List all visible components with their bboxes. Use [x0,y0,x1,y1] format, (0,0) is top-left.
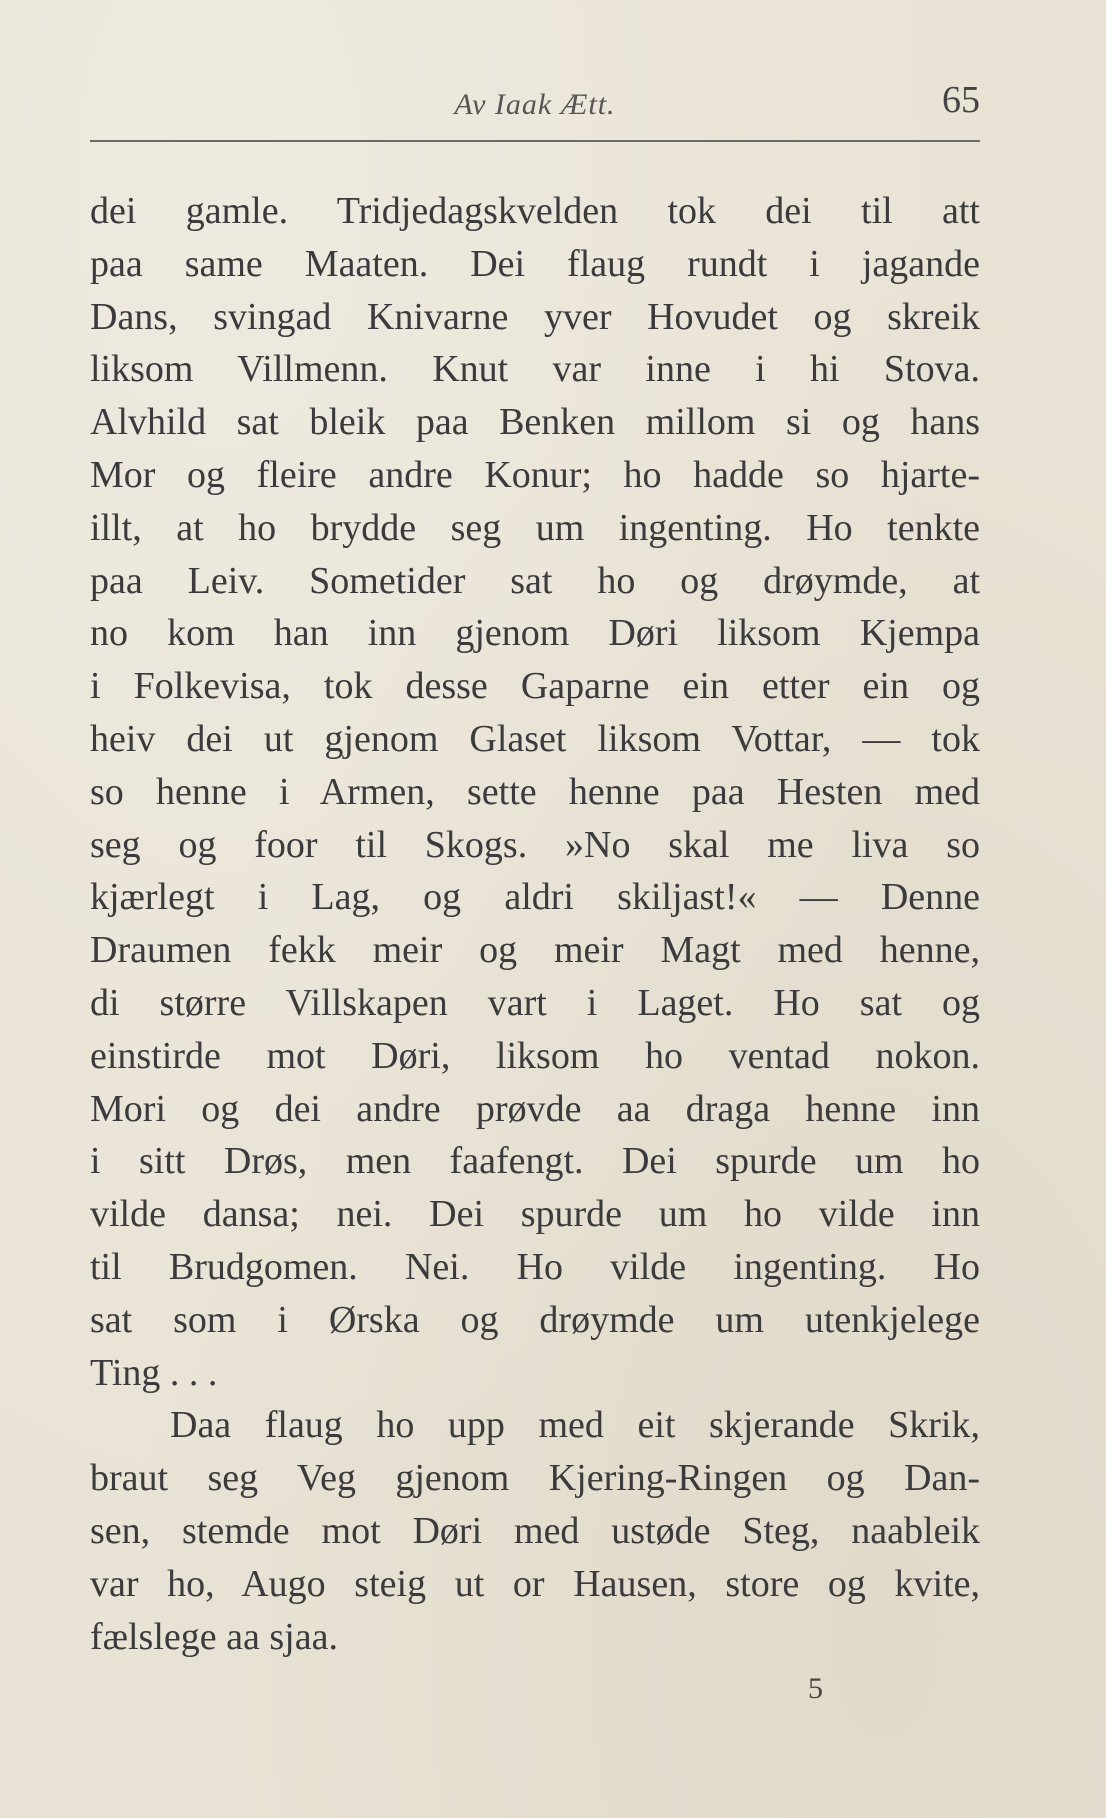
text-line: Mor og fleire andre Konur; ho hadde so hjarte- [90,453,980,496]
text-line: seg og foor til Skogs. »No skal me liva so [90,823,980,866]
text-line: di større Villskapen vart i Laget. Ho sat og [90,981,980,1024]
text-line: illt, at ho brydde seg um ingenting. Ho tenkte [90,506,980,549]
paragraph-start-line: Daa flaug ho upp med eit skjerande Skrik, [170,1404,980,1447]
text-line: braut seg Veg gjenom Kjering-Ringen og Dan- [90,1457,980,1500]
paragraph-end-line: fælslege aa sjaa. [90,1615,338,1658]
text-line: vilde dansa; nei. Dei spurde um ho vilde inn [90,1193,980,1236]
text-line: Mori og dei andre prøvde aa draga henne inn [90,1087,980,1130]
text-line: sen, stemde mot Døri med ustøde Steg, naableik [90,1509,980,1552]
running-title: Av Iaak Ætt. [454,88,616,121]
text-line: paa Leiv. Sometider sat ho og drøymde, at [90,559,980,602]
running-head [90,78,980,128]
text-line: heiv dei ut gjenom Glaset liksom Vottar, — tok [90,717,980,760]
text-line: so henne i Armen, sette henne paa Hesten med [90,770,980,813]
page-number: 65 [942,79,980,121]
text-line: dei gamle. Tridjedagskvelden tok dei til att [90,190,980,232]
text-line: sat som i Ørska og drøymde um utenkjelege [90,1298,980,1341]
signature-mark: 5 [808,1672,823,1705]
text-line: i Folkevisa, tok desse Gaparne ein etter ein og [90,665,980,708]
text-line: kjærlegt i Lag, og aldri skiljast!« — Denne [90,876,980,919]
text-line: paa same Maaten. Dei flaug rundt i jagande [90,242,980,285]
text-line: i sitt Drøs, men faafengt. Dei spurde um ho [90,1140,980,1183]
text-line: einstirde mot Døri, liksom ho ventad nokon. [90,1034,980,1077]
text-line: Draumen fekk meir og meir Magt med henne, [90,929,980,972]
body-text [90,185,980,1663]
paragraph-end-line: Ting . . . [90,1351,218,1394]
text-line: liksom Villmenn. Knut var inne i hi Stova. [90,348,980,391]
text-line: Dans, svingad Knivarne yver Hovudet og skreik [90,295,980,338]
text-line: Alvhild sat bleik paa Benken millom si og hans [90,401,980,444]
text-line: var ho, Augo steig ut or Hausen, store og kvite, [90,1562,980,1605]
text-line: no kom han inn gjenom Døri liksom Kjempa [90,612,980,655]
header-rule [90,140,980,142]
text-line: til Brudgomen. Nei. Ho vilde ingenting. Ho [90,1245,980,1288]
